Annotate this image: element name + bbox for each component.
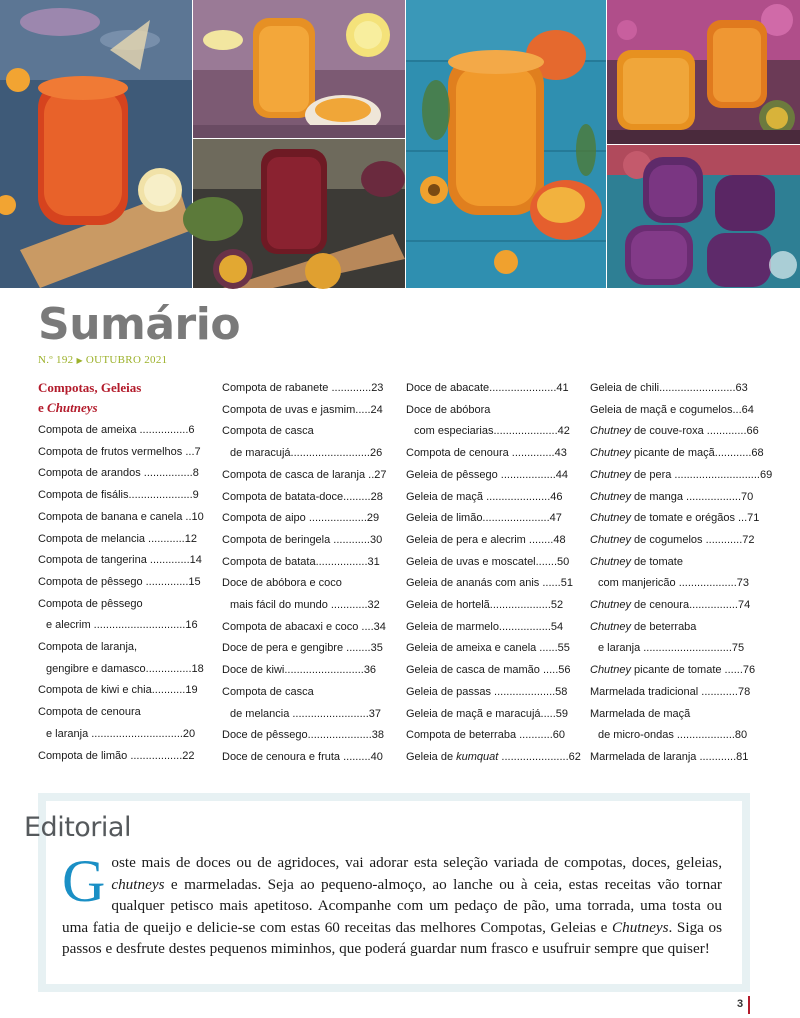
index-entry[interactable]: Compota de pêssego ..............15 bbox=[38, 575, 201, 588]
index-column-1 bbox=[38, 378, 204, 767]
editorial-text-part2: e marmeladas. Seja ao pequeno-almoço, ao lanche ou à ceia, estas receitas vão tornar qualquer petisco mais apetitoso. Acompanhe com um pedaço de pão, uma torrada, uma tosta ou uma fatia de queijo e delicie-se com estas 60 receitas das melhores Compotas, Geleias e bbox=[62, 875, 722, 936]
issue-info bbox=[38, 354, 167, 366]
index-column-3 bbox=[406, 378, 581, 769]
entry-text: de tomate bbox=[630, 555, 683, 568]
photo-peach-jam bbox=[406, 0, 606, 288]
section-heading-conj: e bbox=[38, 400, 48, 415]
entry-text: e laranja .............................75 bbox=[598, 642, 745, 655]
index-list-2 bbox=[222, 378, 387, 769]
entry-italic: Chutney bbox=[590, 599, 631, 612]
editorial-title: Editorial bbox=[24, 812, 131, 843]
index-entry[interactable]: Doce de pêssego.....................38 bbox=[222, 729, 385, 742]
entry-italic: Chutney bbox=[590, 447, 631, 460]
entry-italic: Chutney bbox=[590, 620, 631, 633]
index-entry[interactable]: Compota de tangerina .............14 bbox=[38, 554, 202, 567]
index-entry[interactable] bbox=[590, 704, 751, 726]
index-entry[interactable]: Geleia de uvas e moscatel.......50 bbox=[406, 555, 570, 568]
arrow-right-icon: ▶ bbox=[76, 356, 83, 365]
index-entry[interactable]: Compota de pêssego bbox=[38, 597, 143, 610]
section-heading bbox=[38, 378, 198, 418]
index-entry[interactable]: Compota de abacaxi e coco ....34 bbox=[222, 620, 386, 633]
index-entry[interactable] bbox=[590, 660, 756, 682]
index-entry[interactable]: Compota de fisális.....................9 bbox=[38, 489, 199, 502]
index-entry[interactable]: de melancia .........................37 bbox=[230, 707, 382, 720]
index-entry[interactable]: Geleia de maçã e maracujá.....59 bbox=[406, 707, 569, 720]
entry-text: Geleia de maçã e cogumelos...64 bbox=[590, 403, 754, 416]
index-entry[interactable]: gengibre e damasco...............18 bbox=[46, 662, 204, 675]
page-number: 3 bbox=[737, 998, 744, 1010]
editorial-text-part1: oste mais de doces ou de agridoces, vai adorar esta seleção variada de compotas, doces, geleias, bbox=[111, 854, 722, 871]
index-entry[interactable]: Compota de banana e canela ..10 bbox=[38, 510, 204, 523]
index-entry[interactable]: Compota de beterraba ...........60 bbox=[406, 729, 565, 742]
index-entry[interactable]: Compota de casca bbox=[222, 425, 314, 438]
index-entry[interactable]: Doce de cenoura e fruta .........40 bbox=[222, 750, 383, 763]
entry-text: Marmelada de laranja ............81 bbox=[590, 750, 749, 763]
index-entry[interactable]: Geleia de passas ....................58 bbox=[406, 685, 568, 698]
editorial-text-part3: . Siga os passos e desfrute destes pequenos miminhos, que poderá guardar num frasco e usufruir sempre que quiser! bbox=[62, 918, 722, 957]
entry-text: com manjericão ...................73 bbox=[598, 577, 749, 590]
entry-text: Geleia de chili.........................63 bbox=[590, 382, 748, 394]
index-entry[interactable]: Geleia de hortelã....................52 bbox=[406, 599, 564, 612]
index-entry[interactable]: Geleia de pêssego ..................44 bbox=[406, 468, 569, 481]
index-entry[interactable]: e alecrim ..............................16 bbox=[46, 619, 198, 632]
entry-italic: Chutney bbox=[590, 425, 631, 438]
entry-text: de pera ............................69 bbox=[630, 468, 773, 481]
entry-italic: kumquat bbox=[456, 750, 499, 763]
index-entry[interactable]: Compota de melancia ............12 bbox=[38, 532, 197, 545]
index-entry[interactable]: Compota de ameixa ................6 bbox=[38, 424, 195, 436]
editorial-dropcap: G bbox=[62, 848, 106, 914]
editorial-text bbox=[62, 848, 722, 960]
entry-text: de cenoura................74 bbox=[630, 599, 751, 612]
index-entry[interactable] bbox=[590, 573, 751, 595]
index-entry[interactable]: Geleia de maçã .....................46 bbox=[406, 490, 563, 503]
entry-text: picante de tomate ......76 bbox=[630, 664, 756, 677]
entry-prefix: Geleia de bbox=[406, 750, 457, 763]
page-title: Sumário bbox=[38, 299, 241, 350]
entry-italic: Chutney bbox=[590, 512, 631, 525]
index-entry[interactable]: Compota de aipo ...................29 bbox=[222, 512, 380, 525]
index-entry[interactable]: Compota de batata-doce.........28 bbox=[222, 490, 383, 503]
index-entry[interactable] bbox=[590, 530, 755, 552]
index-entry[interactable] bbox=[590, 443, 764, 465]
index-entry[interactable]: Geleia de pera e alecrim ........48 bbox=[406, 533, 566, 546]
index-entry[interactable]: Doce de kiwi..........................36 bbox=[222, 664, 377, 677]
index-entry[interactable] bbox=[590, 725, 751, 747]
index-entry[interactable] bbox=[590, 378, 751, 400]
index-entry[interactable]: Geleia de limão......................47 bbox=[406, 512, 562, 525]
index-entry[interactable] bbox=[590, 595, 751, 617]
index-entry[interactable]: Compota de beringela ............30 bbox=[222, 533, 383, 546]
index-entry[interactable]: Doce de pera e gengibre ........35 bbox=[222, 642, 383, 655]
index-entry[interactable] bbox=[590, 508, 760, 530]
photo-red-cabbage-chutney bbox=[607, 145, 800, 288]
entry-text: Marmelada tradicional ............78 bbox=[590, 685, 751, 698]
index-entry[interactable]: Compota de arandos ................8 bbox=[38, 467, 199, 480]
index-entry[interactable]: Compota de limão .................22 bbox=[38, 749, 195, 762]
index-entry[interactable]: Compota de cenoura ..............43 bbox=[406, 447, 567, 460]
index-list-4 bbox=[590, 378, 773, 769]
index-entry[interactable]: Compota de frutos vermelhos ...7 bbox=[38, 445, 201, 458]
index-entry[interactable]: Compota de cenoura bbox=[38, 706, 141, 719]
index-entry[interactable]: e laranja ..............................20 bbox=[46, 727, 196, 740]
index-list-3 bbox=[406, 378, 573, 747]
index-column-2 bbox=[222, 378, 387, 769]
entry-text: de tomate e orégãos ...71 bbox=[630, 512, 760, 525]
entry-italic: Chutney bbox=[590, 664, 631, 677]
editorial-text-italic1: chutneys bbox=[111, 875, 165, 893]
index-entry[interactable] bbox=[590, 682, 751, 704]
index-entry[interactable]: Geleia de casca de mamão .....56 bbox=[406, 664, 571, 677]
index-entry[interactable] bbox=[590, 617, 751, 639]
entry-text: de beterraba bbox=[630, 620, 697, 633]
entry-text: de cogumelos ............72 bbox=[630, 533, 755, 546]
section-heading-italic: Chutneys bbox=[47, 400, 98, 415]
index-entry[interactable]: Doce de abacate......................41 bbox=[406, 382, 569, 394]
photo-physalis-jam bbox=[0, 0, 192, 288]
issue-number: N.º 192 bbox=[38, 354, 74, 366]
index-entry[interactable]: Compota de casca de laranja ..27 bbox=[222, 468, 387, 481]
index-list-1 bbox=[38, 420, 204, 767]
index-entry[interactable]: mais fácil do mundo ............32 bbox=[230, 599, 380, 612]
entry-text: picante de maçã............68 bbox=[630, 447, 764, 460]
entry-italic: Chutney bbox=[590, 468, 631, 481]
entry-suffix: ......................62 bbox=[498, 750, 581, 763]
issue-date: OUTUBRO 2021 bbox=[85, 354, 168, 366]
entry-text: de micro-ondas ...................80 bbox=[598, 729, 748, 742]
entry-text: de manga ..................70 bbox=[630, 490, 754, 503]
editorial-text-italic2: Chutneys bbox=[611, 918, 669, 936]
index-entry[interactable]: Compota de uvas e jasmim.....24 bbox=[222, 403, 383, 416]
index-entry[interactable]: Compota de casca bbox=[222, 685, 314, 698]
page-number-bar bbox=[748, 996, 750, 1014]
index-entry[interactable]: Doce de abóbora e coco bbox=[222, 577, 342, 590]
index-column-4 bbox=[590, 378, 773, 769]
entry-italic: Chutney bbox=[590, 490, 631, 503]
index-entry[interactable]: de maracujá..........................26 bbox=[230, 447, 383, 460]
index-entry[interactable] bbox=[590, 400, 754, 422]
index-entry[interactable]: Doce de abóbora bbox=[406, 403, 491, 416]
index-entry[interactable] bbox=[590, 465, 773, 487]
index-entry[interactable]: com especiarias.....................42 bbox=[414, 425, 570, 438]
section-heading-line2 bbox=[38, 398, 198, 418]
index-entry[interactable]: Compota de laranja, bbox=[38, 641, 138, 654]
section-heading-line1: Compotas, Geleias bbox=[38, 380, 142, 395]
entry-italic: Chutney bbox=[590, 555, 631, 568]
index-entry[interactable]: Compota de rabanete .............23 bbox=[222, 382, 384, 394]
index-entry[interactable] bbox=[590, 421, 759, 443]
index-entry[interactable] bbox=[590, 747, 751, 769]
index-entry[interactable]: Compota de kiwi e chia...........19 bbox=[38, 684, 198, 697]
index-entry[interactable] bbox=[406, 747, 581, 769]
photo-orange-jam bbox=[193, 0, 405, 138]
index-entry[interactable]: Geleia de marmelo.................54 bbox=[406, 620, 564, 633]
index-entry[interactable] bbox=[590, 487, 754, 509]
index-entry[interactable] bbox=[590, 638, 751, 660]
entry-italic: Chutney bbox=[590, 533, 631, 546]
photo-collage bbox=[0, 0, 800, 288]
index-entry[interactable]: Geleia de ameixa e canela ......55 bbox=[406, 642, 570, 655]
entry-text: de couve-roxa .............66 bbox=[630, 425, 759, 438]
photo-passionfruit-jars bbox=[607, 0, 800, 144]
photo-passionfruit-jam bbox=[193, 139, 405, 288]
index-entry[interactable]: Compota de batata.................31 bbox=[222, 555, 380, 568]
index-entry[interactable]: Geleia de ananás com anis ......51 bbox=[406, 577, 573, 590]
index-entry[interactable] bbox=[590, 552, 751, 574]
entry-text: Marmelada de maçã bbox=[590, 707, 691, 720]
